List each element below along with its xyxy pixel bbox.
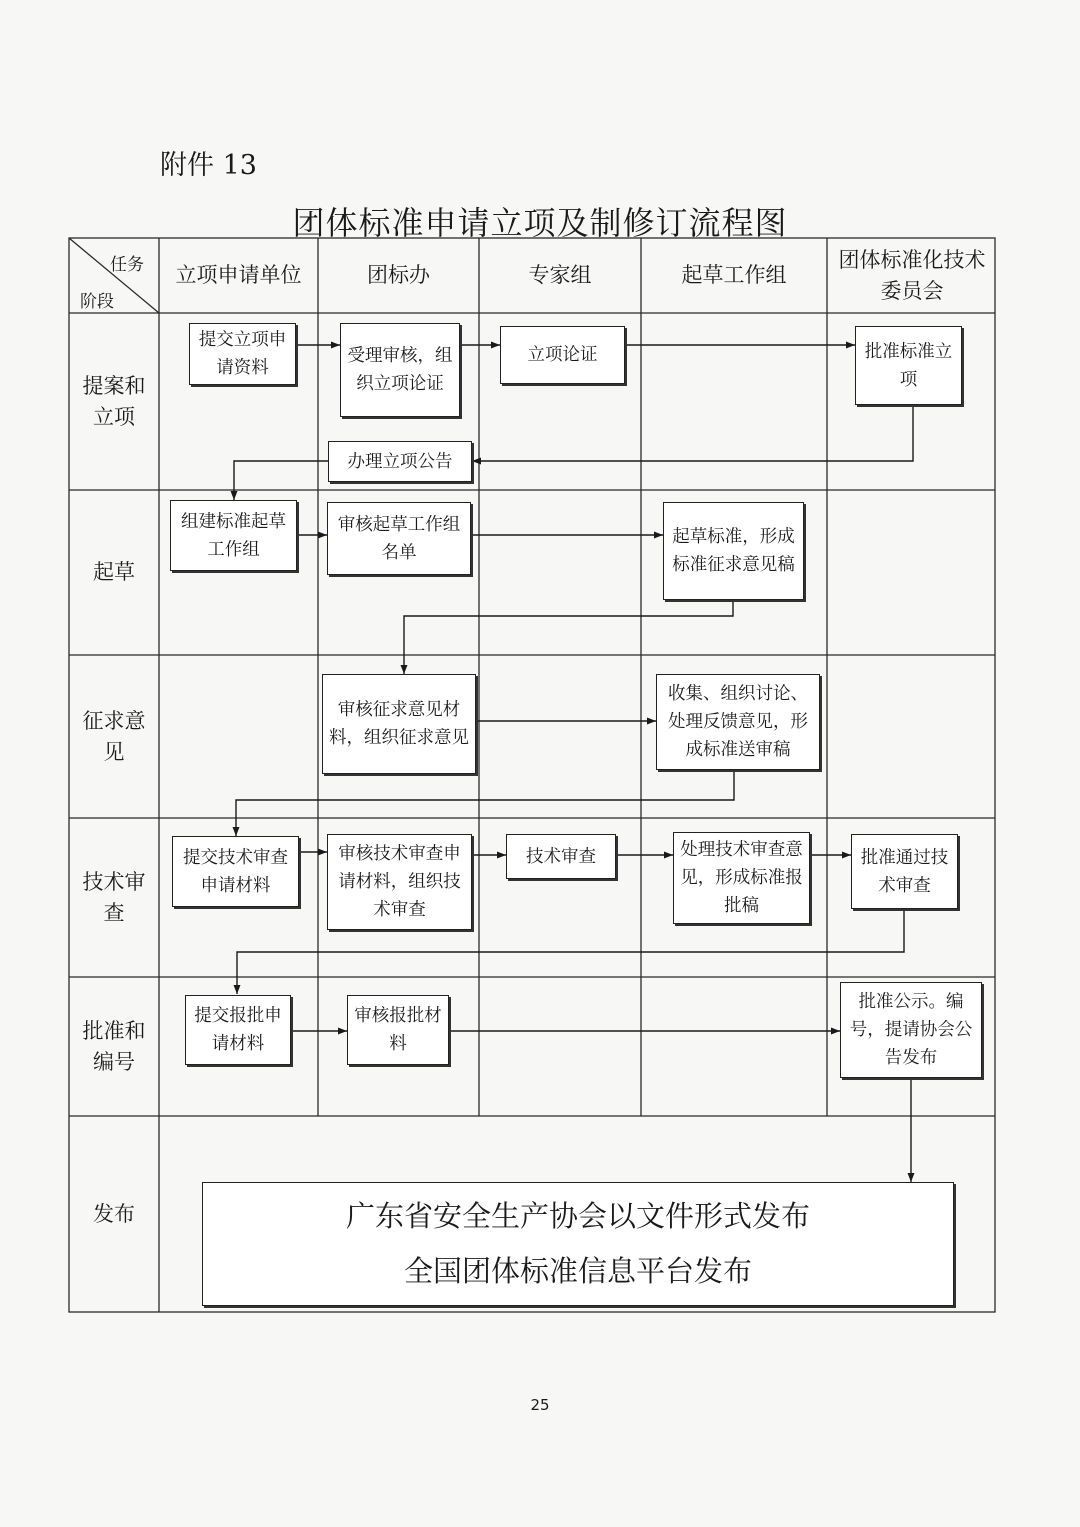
box-submit-approval: 提交报批申请材料 bbox=[185, 995, 291, 1065]
corner-task-label: 任务 bbox=[110, 255, 144, 275]
page-number: 25 bbox=[530, 1396, 550, 1414]
stage-label-tech-review: 技术审查 bbox=[82, 870, 146, 925]
box-review-tech-materials: 审核技术审查申请材料，组织技术审查 bbox=[327, 834, 472, 930]
attachment-label: 附件 13 bbox=[160, 150, 257, 181]
box-tech-review: 技术审查 bbox=[506, 834, 616, 879]
box-form-drafting-group: 组建标准起草工作组 bbox=[170, 500, 297, 571]
column-header-applicant: 立项申请单位 bbox=[175, 263, 302, 288]
publish-box bbox=[202, 1182, 954, 1306]
publish-line-association: 广东省安全生产协会以文件形式发布 bbox=[345, 1198, 810, 1233]
column-header-drafting-group: 起草工作组 bbox=[681, 263, 787, 288]
stage-label-drafting: 起草 bbox=[93, 560, 135, 585]
box-draft-standard: 起草标准，形成标准征求意见稿 bbox=[663, 502, 804, 600]
box-submit-application: 提交立项申请资料 bbox=[189, 323, 296, 385]
box-handle-tech-opinions: 处理技术审查意见，形成标准报批稿 bbox=[673, 832, 810, 924]
stage-label-comments: 征求意见 bbox=[82, 709, 146, 764]
page-title: 团体标准申请立项及制修订流程图 bbox=[292, 204, 788, 242]
column-header-expert-group: 专家组 bbox=[528, 263, 592, 288]
box-submit-tech-review: 提交技术审查申请材料 bbox=[172, 836, 299, 907]
box-collect-feedback: 收集、组织讨论、处理反馈意见，形成标准送审稿 bbox=[656, 674, 820, 770]
box-review-approval: 审核报批材料 bbox=[347, 995, 449, 1065]
box-approve-tech-review: 批准通过技术审查 bbox=[851, 834, 958, 909]
publish-line-platform: 全国团体标准信息平台发布 bbox=[403, 1254, 752, 1288]
box-review-comment-materials: 审核征求意见材料，组织征求意见 bbox=[322, 674, 476, 774]
box-project-announcement: 办理立项公告 bbox=[328, 441, 472, 482]
stage-label-approval: 批准和编号 bbox=[82, 1019, 146, 1074]
box-project-argument: 立项论证 bbox=[500, 326, 625, 384]
stage-label-publish: 发布 bbox=[93, 1201, 135, 1226]
box-review-group-list: 审核起草工作组名单 bbox=[327, 502, 471, 575]
column-header-tech-committee: 团体标准化技术委员会 bbox=[838, 248, 986, 303]
box-approve-publicize: 批准公示。编号，提请协会公告发布 bbox=[840, 982, 982, 1078]
box-accept-review: 受理审核，组织立项论证 bbox=[340, 323, 460, 417]
corner-stage-label: 阶段 bbox=[80, 292, 114, 312]
stage-label-proposal: 提案和立项 bbox=[82, 374, 146, 429]
box-approve-project: 批准标准立项 bbox=[855, 326, 962, 405]
column-header-standards-office: 团标办 bbox=[367, 263, 430, 288]
